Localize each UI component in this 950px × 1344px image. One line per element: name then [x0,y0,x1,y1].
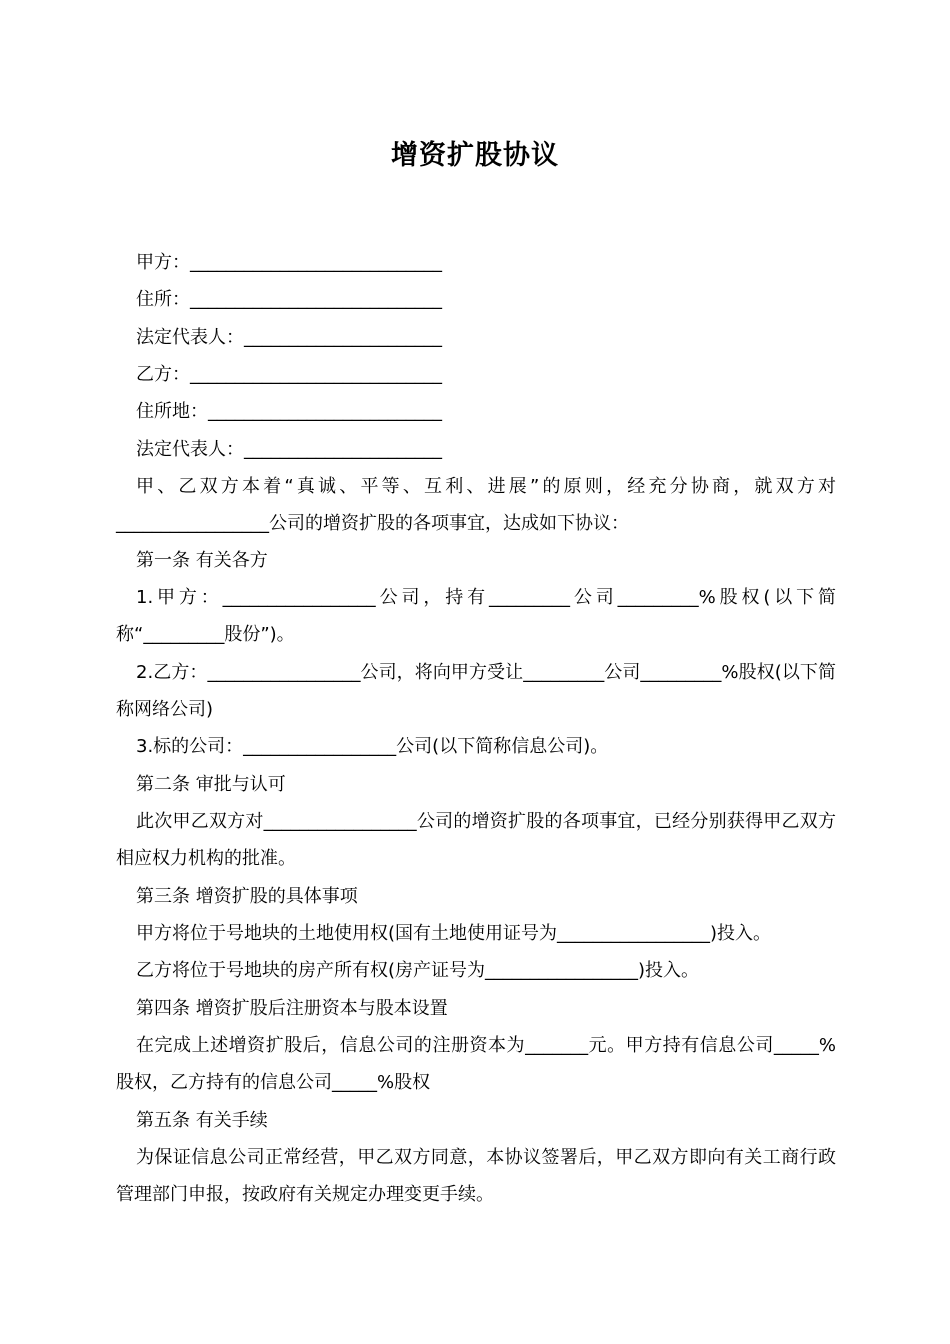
party-b-field: 乙方：____________________________ [136,364,442,385]
party-b-representative-field: 法定代表人：______________________ [136,439,442,460]
intro-paragraph: 甲、乙双方本着“真诚、平等、互利、进展”的原则，经充分协商，就双方对_________________公司的增资扩股的各项事宜，达成如下协议： [116,476,836,534]
article-2-body: 此次甲乙双方对_________________公司的增资扩股的各项事宜，已经分别获得甲乙双方相应权力机构的批准。 [116,811,836,869]
article-1-item-2: 2.乙方：_________________公司，将向甲方受让_________公司_________%股权(以下简称网络公司) [116,662,836,720]
party-a-field: 甲方：____________________________ [136,252,442,273]
document-title: 增资扩股协议 [391,140,559,171]
party-a-address-field: 住所：____________________________ [136,289,442,310]
article-3-heading: 第三条 增资扩股的具体事项 [136,886,358,907]
article-1-item-1: 1.甲方：_________________公司，持有_________公司_________%股权(以下简称“_________股份”)。 [116,587,836,645]
article-5-heading: 第五条 有关手续 [136,1110,268,1131]
article-4-heading: 第四条 增资扩股后注册资本与股本设置 [136,998,448,1019]
article-3-line-2: 乙方将位于号地块的房产所有权(房产证号为_________________)投入。 [136,960,700,981]
article-1-item-3: 3.标的公司：_________________公司(以下简称信息公司)。 [136,736,609,757]
party-b-address-field: 住所地：__________________________ [136,401,442,422]
article-1-heading: 第一条 有关各方 [136,550,268,571]
article-4-body: 在完成上述增资扩股后，信息公司的注册资本为_______元。甲方持有信息公司_____%股权，乙方持有的信息公司_____%股权 [116,1035,836,1093]
article-5-body: 为保证信息公司正常经营，甲乙双方同意，本协议签署后，甲乙双方即向有关工商行政管理部门申报，按政府有关规定办理变更手续。 [116,1147,836,1205]
article-2-heading: 第二条 审批与认可 [136,774,286,795]
article-3-line-1: 甲方将位于号地块的土地使用权(国有土地使用证号为_________________)投入。 [136,923,772,944]
party-a-representative-field: 法定代表人：______________________ [136,327,442,348]
